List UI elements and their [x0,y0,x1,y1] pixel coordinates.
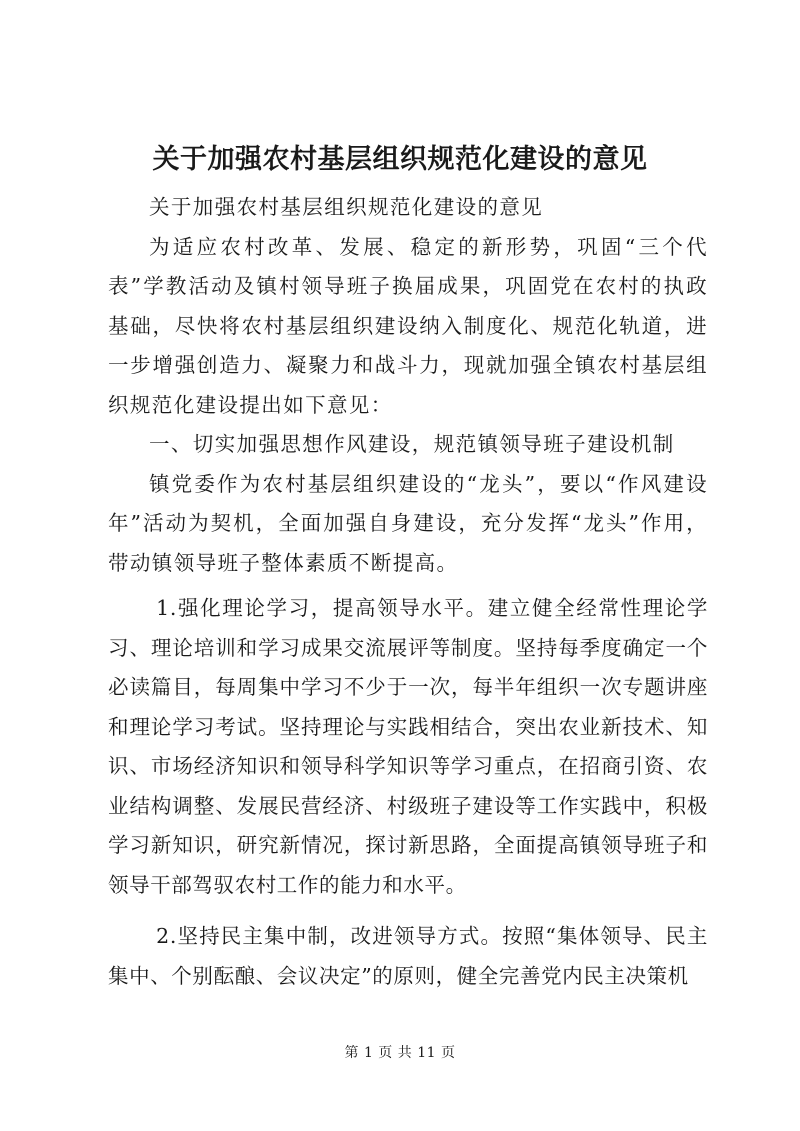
numbered-paragraph-1: 1.强化理论学习，提高领导水平。建立健全经常性理论学习、理论培训和学习成果交流展评等制度。坚持每季度确定一个必读篇目，每周集中学习不少于一次，每半年组织一次专题讲座和理论学习考试。坚持理论与实践相结合，突出农业新技术、知识、市场经济知识和领导科学知识等学习重点，在招商引资、农业结构调整、发展民营经济、村级班子建设等工作实践中，积极学习新知识，研究新情况，探讨新思路，全面提高镇领导班子和领导干部驾驭农村工作的能力和水平。 [108,596,708,897]
subtitle-paragraph: 关于加强农村基层组织规范化建设的意见 [149,195,544,219]
section-paragraph: 镇党委作为农村基层组织建设的“龙头”，要以“作风建设年”活动为契机，全面加强自身建设，充分发挥“龙头”作用，带动镇领导班子整体素质不断提高。 [108,471,708,575]
section-heading: 一、切实加强思想作风建设，规范镇领导班子建设机制 [149,432,675,456]
document-body [108,188,708,996]
numbered-paragraph-2: 2.坚持民主集中制，改进领导方式。按照“集体领导、民主集中、个别酝酿、会议决定”的原则，健全完善党内民主决策机 [108,924,708,988]
intro-paragraph: 为适应农村改革、发展、稳定的新形势，巩固“三个代表”学教活动及镇村领导班子换届成果，巩固党在农村的执政基础，尽快将农村基层组织建设纳入制度化、规范化轨道，进一步增强创造力、凝聚力和战斗力，现就加强全镇农村基层组织规范化建设提出如下意见： [108,234,708,417]
document-title: 关于加强农村基层组织规范化建设的意见 [152,144,648,175]
page-footer: 第 1 页 共 11 页 [344,1045,456,1061]
